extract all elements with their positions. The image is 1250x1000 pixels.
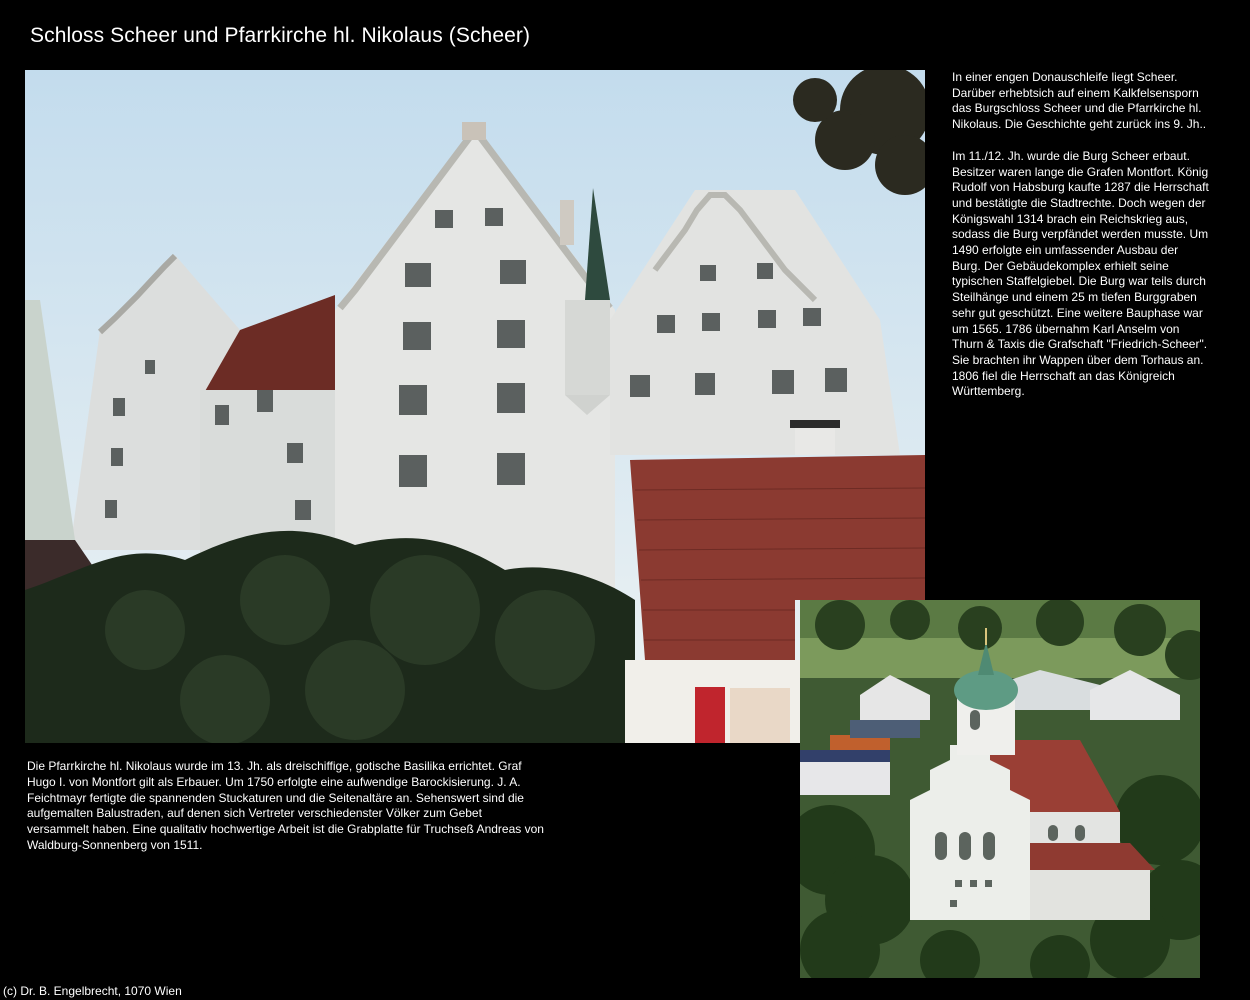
page-title: Schloss Scheer und Pfarrkirche hl. Nikolaus (Scheer) (30, 24, 531, 47)
castle-description-intro: In einer engen Donauschleife liegt Scheer. Darüber erhebtsich auf einem Kalkfelsensporn das Burgschloss Scheer und die Pfarrkirche hl. Nikolaus. Die Geschichte geht zurück ins 9. Jh.. (952, 70, 1207, 132)
castle-description-history: Im 11./12. Jh. wurde die Burg Scheer erbaut. Besitzer waren lange die Grafen Montfort. König Rudolf von Habsburg kaufte 1287 die Herrschaft und bestätigte die Stadtrechte. Doch wegen der Königswahl 1314 brach ein Reichskrieg aus, sodass die Burg verpfändet werden musste. Um 1490 erfolgte ein umfassender Ausbau der Burg. Der Gebäudekomplex erhielt seine typischen Staffelgiebel. Die Burg war teils durch Steilhänge und einem 25 m tiefen Burggraben sehr gut geschützt. Eine weitere Bauphase war um 1565. 1786 übernahm Karl Anselm von Thurn & Taxis die Grafschaft "Friedrich-Scheer". Sie brachten ihr Wappen über dem Torhaus an. 1806 fiel die Herrschaft an das Königreich Württemberg. (952, 148, 1209, 399)
castle-description (952, 70, 1210, 416)
church-photo (800, 600, 1200, 978)
church-description-text: Die Pfarrkirche hl. Nikolaus wurde im 13. Jh. als dreischiffige, gotische Basilika errichtet. Graf Hugo I. von Montfort gilt als Erbauer. Um 1750 erfolgte eine aufwendige Barockisierung. J. A. Feichtmayr fertigte die spannenden Stuckaturen und die Seitenaltäre an. Sehenswert sind die aufgemalten Balustraden, auf denen sich Vertreter verschiedenster Völker zum Gebet versammelt haben. Eine qualitativ hochwertige Arbeit ist die Grabplatte für Truchseß Andreas von Waldburg-Sonnenberg von 1511. (27, 759, 544, 852)
castle-photo (25, 70, 925, 743)
church-description (27, 759, 547, 854)
copyright-footer: (c) Dr. B. Engelbrecht, 1070 Wien (3, 984, 182, 998)
